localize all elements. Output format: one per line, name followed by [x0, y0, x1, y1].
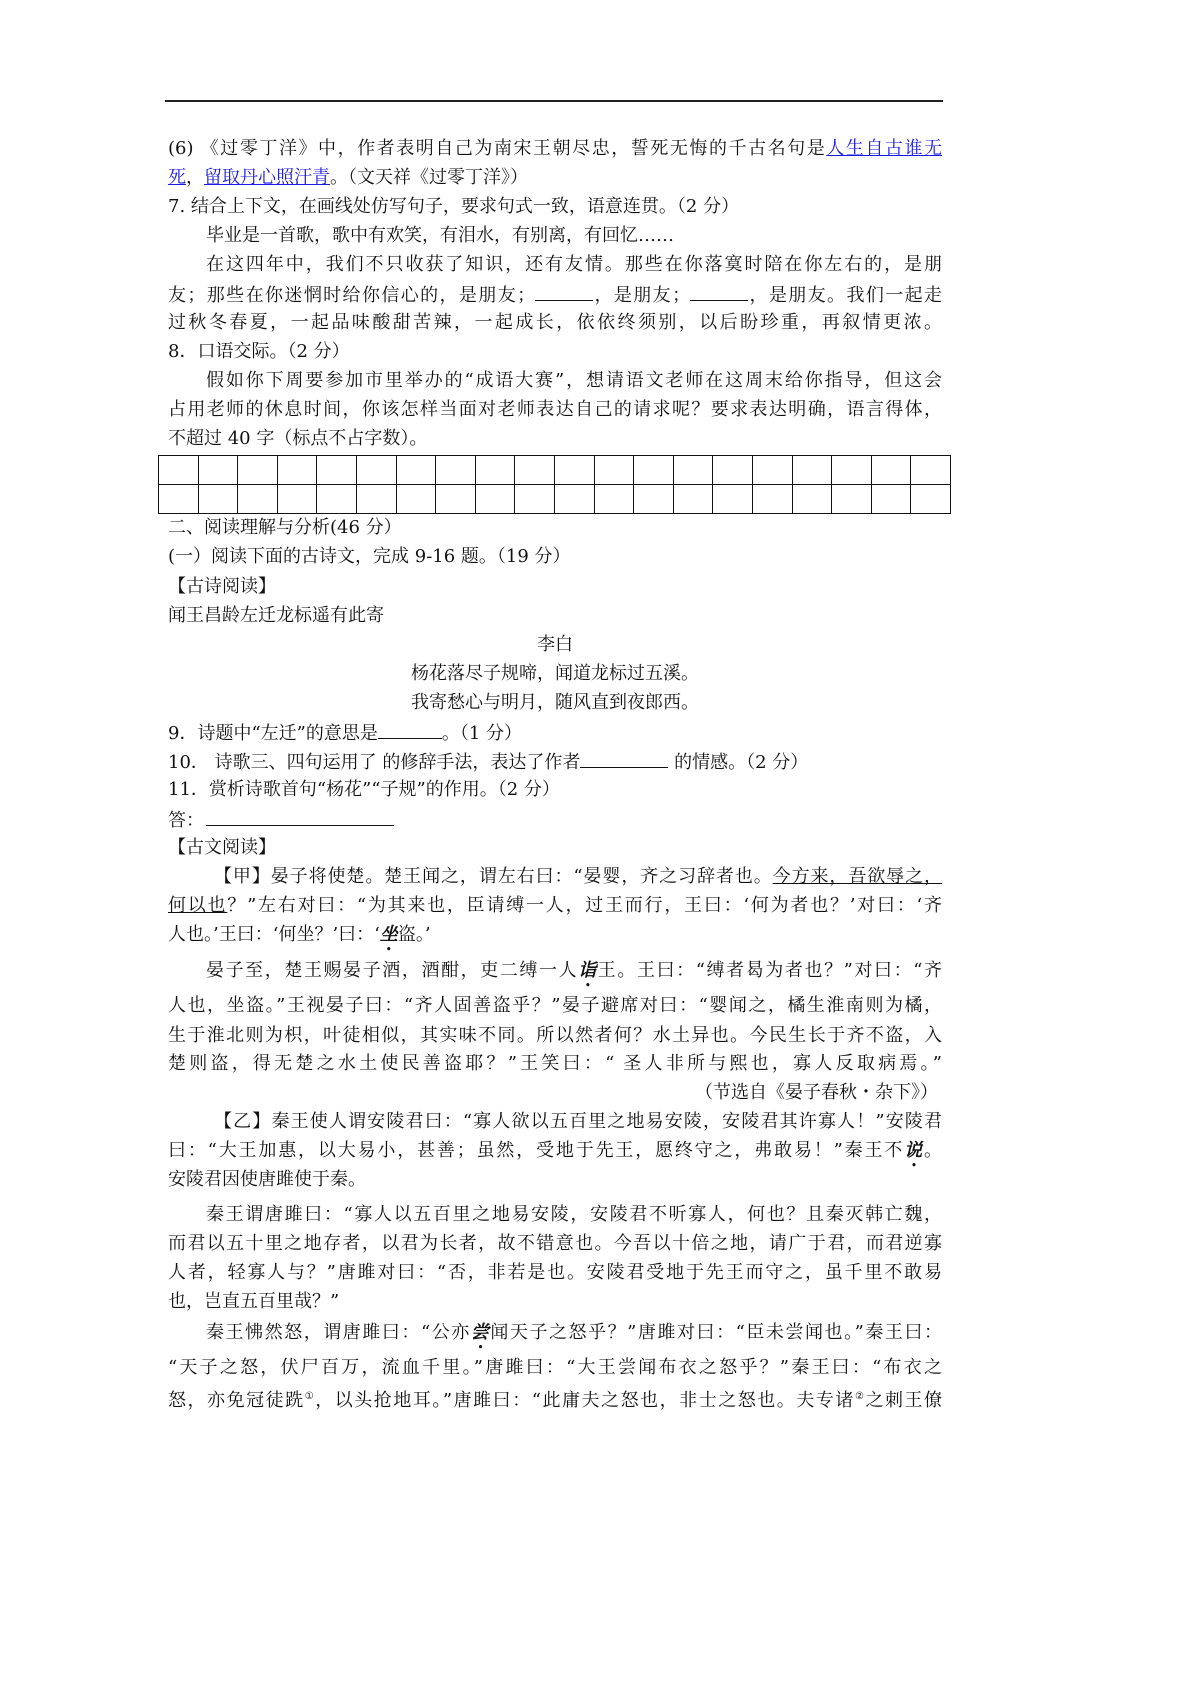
- poem-heading: 【古诗阅读】: [168, 576, 276, 597]
- q10-text: 10． 诗歌三、四句运用了 的修辞手法，表达了作者: [168, 752, 581, 773]
- grid-cell[interactable]: [674, 456, 714, 485]
- poem-author: 李白: [537, 634, 573, 655]
- q11-title: 11．赏析诗歌首句“杨花”“子规”的作用。（2 分）: [168, 779, 560, 800]
- yi-line6: 人者，轻寡人与？”唐雎对曰：“否，非若是也。安陵君受地于先王而守之，虽千里不敢易: [168, 1262, 942, 1283]
- grid-cell[interactable]: [832, 485, 872, 514]
- grid-cell[interactable]: [674, 485, 714, 514]
- grid-cell[interactable]: [159, 485, 199, 514]
- grid-cell[interactable]: [199, 485, 239, 514]
- q6-line1: [168, 137, 942, 161]
- yi-line9: “天子之怒，伏尸百万，流血千里。”唐雎曰：“大王尝闻布衣之怒乎？”秦王曰：“布衣之: [168, 1357, 942, 1378]
- emphasized-char: 诣: [578, 960, 598, 981]
- poem-verse-1: 杨花落尽子规啼，闻道龙标过五溪。: [411, 663, 699, 684]
- answer-grid[interactable]: [158, 455, 951, 514]
- q10-text: 的情感。（2 分）: [668, 752, 809, 773]
- grid-cell[interactable]: [357, 456, 397, 485]
- q7-text: ，是朋友；: [593, 285, 691, 306]
- grid-cell[interactable]: [832, 456, 872, 485]
- text: 晏子至，楚王赐晏子酒，酒酣，吏二缚一人: [206, 960, 579, 981]
- q6-answer-link[interactable]: 人生自古谁无: [826, 138, 942, 159]
- text: 怒，亦免冠徒跣: [168, 1390, 305, 1411]
- q6-answer-link[interactable]: 死: [168, 167, 186, 188]
- grid-cell[interactable]: [793, 485, 833, 514]
- grid-cell[interactable]: [357, 485, 397, 514]
- q6-source: 。（文天祥《过零丁洋》）: [330, 167, 528, 188]
- q7-blank-1[interactable]: [535, 282, 593, 301]
- yi-line4: 秦王谓唐雎曰：“寡人以五百里之地易安陵，安陵君不听寡人，何也？且秦灭韩亡魏，: [206, 1204, 942, 1225]
- grid-cell[interactable]: [436, 456, 476, 485]
- q9-text: 。（1 分）: [441, 723, 523, 744]
- header-rule: [165, 100, 943, 102]
- section2-sub: (一）阅读下面的古诗文，完成 9-16 题。（19 分）: [168, 546, 571, 567]
- q7-text: 友；那些在你迷惘时给你信心的，是朋友；: [168, 285, 536, 306]
- text: ，以头抢地耳。”唐雎曰：“此庸夫之怒也，非士之怒也。夫专诸: [315, 1390, 855, 1411]
- q8-line1: 假如你下周要参加市里举办的“成语大赛”，想请语文老师在这周末给你指导，但这会: [206, 370, 942, 391]
- yi-line1: 【乙】秦王使人谓安陵君曰：“寡人欲以五百里之地易安陵，安陵君其许寡人！”安陵君: [214, 1111, 942, 1132]
- emphasized-char: 坐: [379, 924, 398, 945]
- grid-cell[interactable]: [595, 485, 635, 514]
- grid-cell[interactable]: [317, 456, 357, 485]
- q9: [168, 720, 942, 746]
- yi-line10: [168, 1385, 942, 1413]
- poem-verse-2: 我寄愁心与明月，随风直到夜郎西。: [411, 692, 699, 713]
- grid-cell[interactable]: [555, 456, 595, 485]
- grid-cell[interactable]: [911, 485, 951, 514]
- yi-line8: [168, 1321, 942, 1353]
- comma: ，: [186, 167, 204, 188]
- grid-cell[interactable]: [634, 485, 674, 514]
- text: 曰：“大王加惠，以大易小，甚善；虽然，受地于先王，愿终守之，弗敢易！”秦王不: [168, 1140, 905, 1161]
- text: 。: [924, 1140, 943, 1161]
- text: 闻天子之怒乎？”唐雎对曰：“臣未尝闻也。”秦王曰：: [490, 1322, 943, 1343]
- jia-line6: 生于淮北则为枳，叶徒相似，其实味不同。所以然者何？水土异也。今民生长于齐不盗，入: [168, 1025, 942, 1046]
- jia-source: （节选自《晏子春秋・杂下》）: [695, 1082, 938, 1103]
- text: 人也。’王曰：‘何坐？’曰：‘: [168, 924, 380, 945]
- grid-cell[interactable]: [911, 456, 951, 485]
- q6-text: (6) 《过零丁洋》中，作者表明自己为南宋王朝尽忠，誓死无悔的千古名句是: [168, 138, 827, 159]
- q6-line2: [168, 166, 942, 190]
- yi-line5: 而君以五十里之地存者，以君为长者，故不错意也。今吾以十倍之地，请广于君，而君逆寡: [168, 1233, 942, 1254]
- grid-cell[interactable]: [238, 456, 278, 485]
- grid-cell[interactable]: [278, 456, 318, 485]
- jia-line5: 人也，坐盗。”王视晏子曰：“齐人固善盗乎？”晏子避席对曰：“婴闻之，橘生淮南则为橘，: [168, 995, 942, 1016]
- underlined-sentence: 何以也: [168, 895, 228, 916]
- text: 【甲】晏子将使楚。楚王闻之，谓左右曰：“晏婴，齐之习辞者也。: [214, 866, 773, 887]
- grid-cell[interactable]: [872, 485, 912, 514]
- q9-text: 9．诗题中“左迁”的意思是: [168, 723, 378, 744]
- q7-line2: 在这四年中，我们不只收获了知识，还有友情。那些在你落寞时陪在你左右的，是朋: [206, 254, 942, 275]
- grid-cell[interactable]: [397, 456, 437, 485]
- q10: [168, 749, 942, 775]
- jia-line2: [168, 894, 942, 918]
- grid-cell[interactable]: [713, 485, 753, 514]
- poem-title: 闻王昌龄左迁龙标遥有此寄: [168, 605, 384, 626]
- classical-heading: 【古文阅读】: [168, 837, 276, 858]
- grid-cell[interactable]: [595, 456, 635, 485]
- grid-cell[interactable]: [515, 485, 555, 514]
- yi-line3: 安陵君因使唐雎使于秦。: [168, 1169, 366, 1190]
- yi-line2: [168, 1139, 942, 1171]
- grid-cell[interactable]: [872, 456, 912, 485]
- q7-title: 7. 结合上下文，在画线处仿写句子，要求句式一致，语意连贯。（2 分）: [168, 196, 740, 217]
- q7-line3: [168, 282, 942, 308]
- grid-cell[interactable]: [436, 485, 476, 514]
- grid-cell[interactable]: [555, 485, 595, 514]
- grid-cell[interactable]: [397, 485, 437, 514]
- emphasized-char: 尝: [470, 1322, 491, 1343]
- jia-line3: [168, 923, 942, 955]
- underlined-sentence: 今方来，吾欲辱之，: [772, 866, 942, 887]
- text: 盗。’: [397, 924, 431, 945]
- jia-line7: 楚则盗，得无楚之水土使民善盗耶？”王笑曰：“ 圣人非所与熙也，寡人反取病焉。”: [168, 1053, 942, 1074]
- q10-blank[interactable]: [580, 749, 668, 768]
- emphasized-char: 说: [904, 1140, 925, 1161]
- grid-cell[interactable]: [753, 485, 793, 514]
- grid-cell[interactable]: [476, 485, 516, 514]
- text: 王。王曰：“缚者曷为者也？”对曰：“齐: [597, 960, 943, 981]
- q7-line1: 毕业是一首歌，歌中有欢笑，有泪水，有别离，有回忆……: [206, 225, 674, 246]
- jia-line4: [168, 959, 942, 991]
- grid-cell[interactable]: [476, 456, 516, 485]
- grid-cell[interactable]: [753, 456, 793, 485]
- grid-cell[interactable]: [634, 456, 674, 485]
- q6-answer-link[interactable]: 留取丹心照汗青: [204, 167, 330, 188]
- q8-line2: 占用老师的休息时间，你该怎样当面对老师表达自己的请求呢？要求表达明确，语言得体，: [168, 399, 942, 420]
- footnote-marker: ②: [854, 1391, 866, 1402]
- q7-blank-2[interactable]: [690, 282, 748, 301]
- q7-text: ，是朋友。我们一起走: [748, 285, 943, 306]
- q11-answer: [168, 807, 942, 833]
- q8-line3: 不超过 40 字（标点不占字数）。: [168, 428, 428, 449]
- grid-cell[interactable]: [317, 485, 357, 514]
- grid-cell[interactable]: [713, 456, 753, 485]
- text: 之刺王僚: [865, 1390, 943, 1411]
- grid-cell[interactable]: [793, 456, 833, 485]
- text: ？”左右对曰：“为其来也，臣请缚一人，过王而行，王曰：‘何为者也？’对曰：‘齐: [227, 895, 943, 916]
- grid-cell[interactable]: [278, 485, 318, 514]
- grid-cell[interactable]: [515, 456, 555, 485]
- q11-blank[interactable]: [206, 807, 394, 826]
- q7-line4: 过秋冬春夏，一起品味酸甜苦辣，一起成长，依依终须别，以后盼珍重，再叙情更浓。: [168, 312, 942, 333]
- q8-title: 8．口语交际。（2 分）: [168, 341, 350, 362]
- grid-cell[interactable]: [199, 456, 239, 485]
- grid-cell[interactable]: [238, 485, 278, 514]
- grid-cell[interactable]: [159, 456, 199, 485]
- footnote-marker: ①: [304, 1391, 316, 1402]
- q9-blank[interactable]: [378, 720, 442, 739]
- answer-label: 答：: [168, 810, 204, 831]
- yi-line7: 也，岂直五百里哉？”: [168, 1291, 340, 1312]
- section2-title: 二、阅读理解与分析(46 分）: [168, 517, 402, 538]
- text: 秦王怫然怒，谓唐雎曰：“公亦: [206, 1322, 471, 1343]
- jia-line1: [168, 865, 942, 889]
